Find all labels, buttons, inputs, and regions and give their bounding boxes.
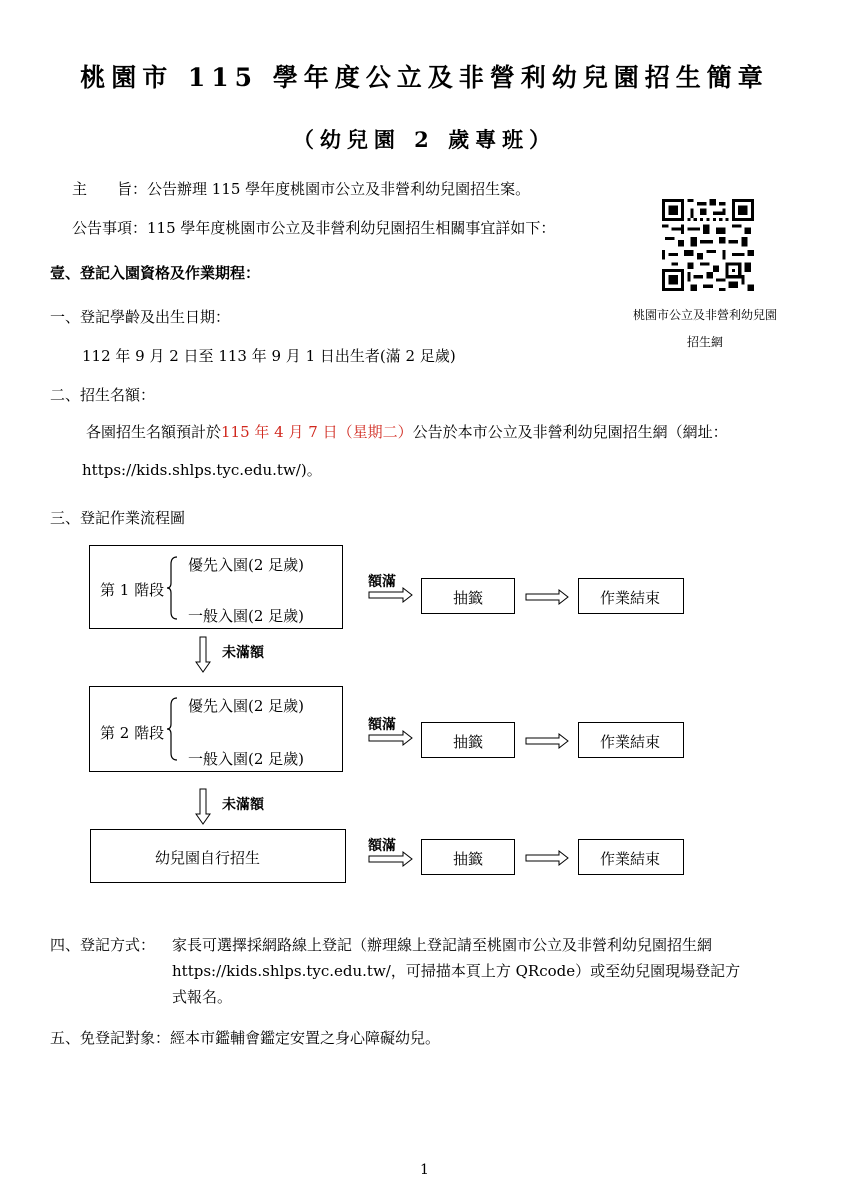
qr-code[interactable]	[662, 199, 754, 291]
arrow-right-icon	[526, 734, 568, 748]
end-label-2: 作業結束	[600, 733, 661, 751]
lottery-box-1	[421, 578, 515, 614]
arrow-down-icon	[196, 789, 210, 825]
qr-code-icon	[662, 199, 754, 291]
stage1-box	[89, 545, 343, 629]
arrow-right-icon	[369, 852, 413, 866]
full-label-3: 額滿	[368, 838, 396, 854]
stage2-general: 一般入園(2 足歲)	[188, 750, 305, 768]
arrow-right-icon	[369, 731, 413, 745]
item4-heading: 四、登記方式：	[50, 936, 156, 954]
page-number: 1	[420, 1162, 429, 1178]
arrow-down-icon	[196, 637, 210, 673]
stage2-label: 第 2 階段	[100, 724, 165, 742]
not-full-label-2: 未滿額	[222, 797, 264, 813]
notice-line	[72, 217, 555, 238]
not-full-label-1: 未滿額	[222, 645, 264, 661]
stage1-priority: 優先入園(2 足歲)	[188, 556, 305, 574]
lottery-label-3: 抽籤	[453, 850, 484, 868]
notice-text: 115 學年度桃園市公立及非營利幼兒園招生相關事宜詳如下：	[147, 219, 556, 237]
announce-date: 115 年 4 月 7 日（星期二）	[221, 423, 413, 441]
lottery-label-2: 抽籤	[453, 733, 484, 751]
item2-url[interactable]: https://kids.shlps.tyc.edu.tw/)。	[82, 461, 322, 479]
item2-heading: 二、招生名額：	[50, 386, 156, 404]
item2-text	[86, 421, 728, 442]
stage2-box	[89, 686, 343, 772]
stage1-label: 第 1 階段	[100, 581, 165, 599]
item1-text: 112 年 9 月 2 日至 113 年 9 月 1 日出生者(滿 2 足歲)	[82, 347, 456, 365]
lottery-box-3	[421, 839, 515, 875]
arrow-right-icon	[526, 851, 568, 865]
stage1-general: 一般入園(2 足歲)	[188, 607, 305, 625]
end-label-1: 作業結束	[600, 589, 661, 607]
stage1-brace-icon	[166, 556, 178, 620]
item4-line2[interactable]: https://kids.shlps.tyc.edu.tw/，可掃描本頁上方 QRcode）或至幼兒園現場登記方	[172, 962, 741, 980]
item4-line1: 家長可選擇採網路線上登記（辦理線上登記請至桃園市公立及非營利幼兒園招生網	[172, 936, 713, 954]
self-enroll-label: 幼兒園自行招生	[155, 849, 261, 867]
stage2-brace-icon	[166, 697, 178, 761]
item1-heading: 一、登記學齡及出生日期：	[50, 308, 231, 326]
arrow-right-icon	[369, 588, 413, 602]
end-box-1	[578, 578, 684, 614]
item2-text-after: 公告於本市公立及非營利幼兒園招生網（網址：	[412, 423, 728, 441]
lottery-label-1: 抽籤	[453, 589, 484, 607]
self-enroll-box	[90, 829, 346, 883]
stage2-priority: 優先入園(2 足歲)	[188, 697, 305, 715]
lottery-box-2	[421, 722, 515, 758]
purpose-label: 主 旨：	[72, 180, 148, 198]
full-label-1: 額滿	[368, 574, 396, 590]
purpose-text: 公告辦理 115 學年度桃園市公立及非營利幼兒園招生案。	[147, 180, 531, 198]
end-label-3: 作業結束	[600, 850, 661, 868]
section1-heading: 壹、登記入園資格及作業期程：	[50, 264, 261, 282]
item5-heading: 五、免登記對象：	[50, 1029, 171, 1047]
item5-text: 經本市鑑輔會鑑定安置之身心障礙幼兒。	[170, 1029, 441, 1047]
full-label-2: 額滿	[368, 717, 396, 733]
arrow-right-icon	[526, 590, 568, 604]
page-subtitle: （幼兒園 2 歲專班）	[292, 127, 557, 152]
notice-label: 公告事項：	[72, 219, 148, 237]
item4-line3: 式報名。	[172, 988, 233, 1006]
end-box-2	[578, 722, 684, 758]
item2-text-before: 各園招生名額預計於	[86, 423, 222, 441]
item3-heading: 三、登記作業流程圖	[50, 509, 186, 527]
qr-caption-line1: 桃園市公立及非營利幼兒園	[632, 308, 777, 322]
qr-caption-line2: 招生網	[686, 335, 723, 349]
page-title: 桃園市 115 學年度公立及非營利幼兒園招生簡章	[80, 63, 769, 92]
item5-line	[50, 1027, 440, 1048]
end-box-3	[578, 839, 684, 875]
purpose-line	[72, 178, 530, 199]
